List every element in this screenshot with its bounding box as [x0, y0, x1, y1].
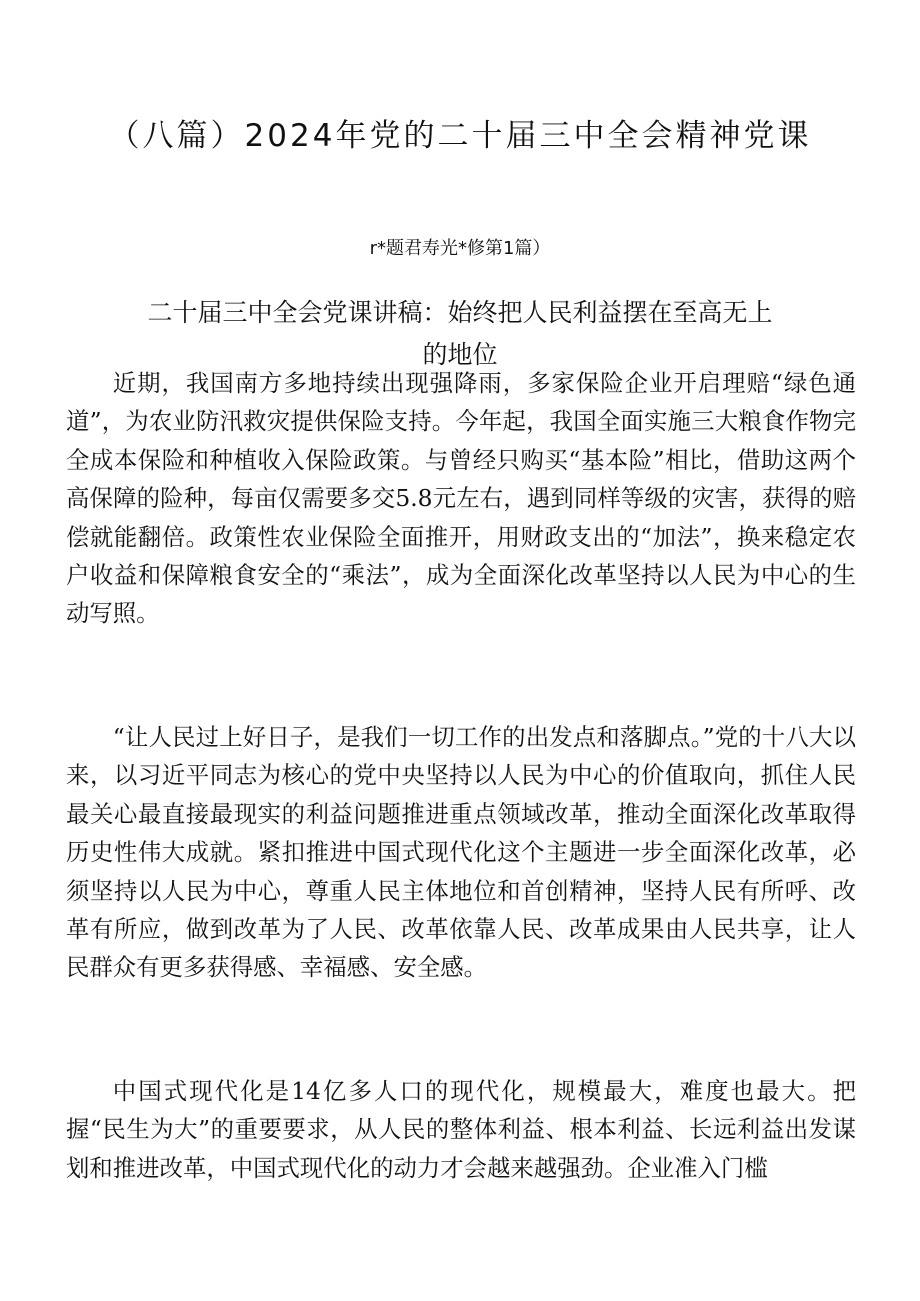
- document-subtitle: r*题君寿光*修第1篇）: [369, 238, 551, 259]
- document-title: （八篇）2024年党的二十届三中全会精神党课: [108, 118, 812, 154]
- body-paragraph-2: “让人民过上好日子，是我们一切工作的出发点和落脚点。”党的十八大以来，以习近平同志为核心的党中央坚持以人民为中心的价值取向，抓住人民最关心最直接最现实的利益问题推进重点领域改革，推动全面深化改革取得历史性伟大成就。紧扣推进中国式现代化这个主题进一步全面深化改革，必须坚持以人民为中心，尊重人民主体地位和首创精神，坚持人民有所呼、改革有所应，做到改革为了人民、改革依靠人民、改革成果由人民共享，让人民群众有更多获得感、幸福感、安全感。: [66, 723, 856, 982]
- article-title-line-2: 的地位: [422, 340, 498, 369]
- body-paragraph-1: 近期，我国南方多地持续出现强降雨，多家保险企业开启理赔“绿色通道”，为农业防汛救灾提供保险支持。今年起，我国全面实施三大粮食作物完全成本保险和种植收入保险政策。与曾经只购买“基本险”相比，借助这两个高保障的险种，每亩仅需要多交5.8元左右，遇到同样等级的灾害，获得的赔偿就能翻倍。政策性农业保险全面推开，用财政支出的“加法”，换来稳定农户收益和保障粮食安全的“乘法”，成为全面深化改革坚持以人民为中心的生动写照。: [66, 369, 856, 628]
- article-title-line-1: 二十届三中全会党课讲稿：始终把人民利益摆在至高无上: [147, 298, 773, 327]
- body-paragraph-3: 中国式现代化是14亿多人口的现代化，规模最大，难度也最大。把握“民生为大”的重要要求，从人民的整体利益、根本利益、长远利益出发谋划和推进改革，中国式现代化的动力才会越来越强劲。企业准入门槛: [66, 1077, 856, 1182]
